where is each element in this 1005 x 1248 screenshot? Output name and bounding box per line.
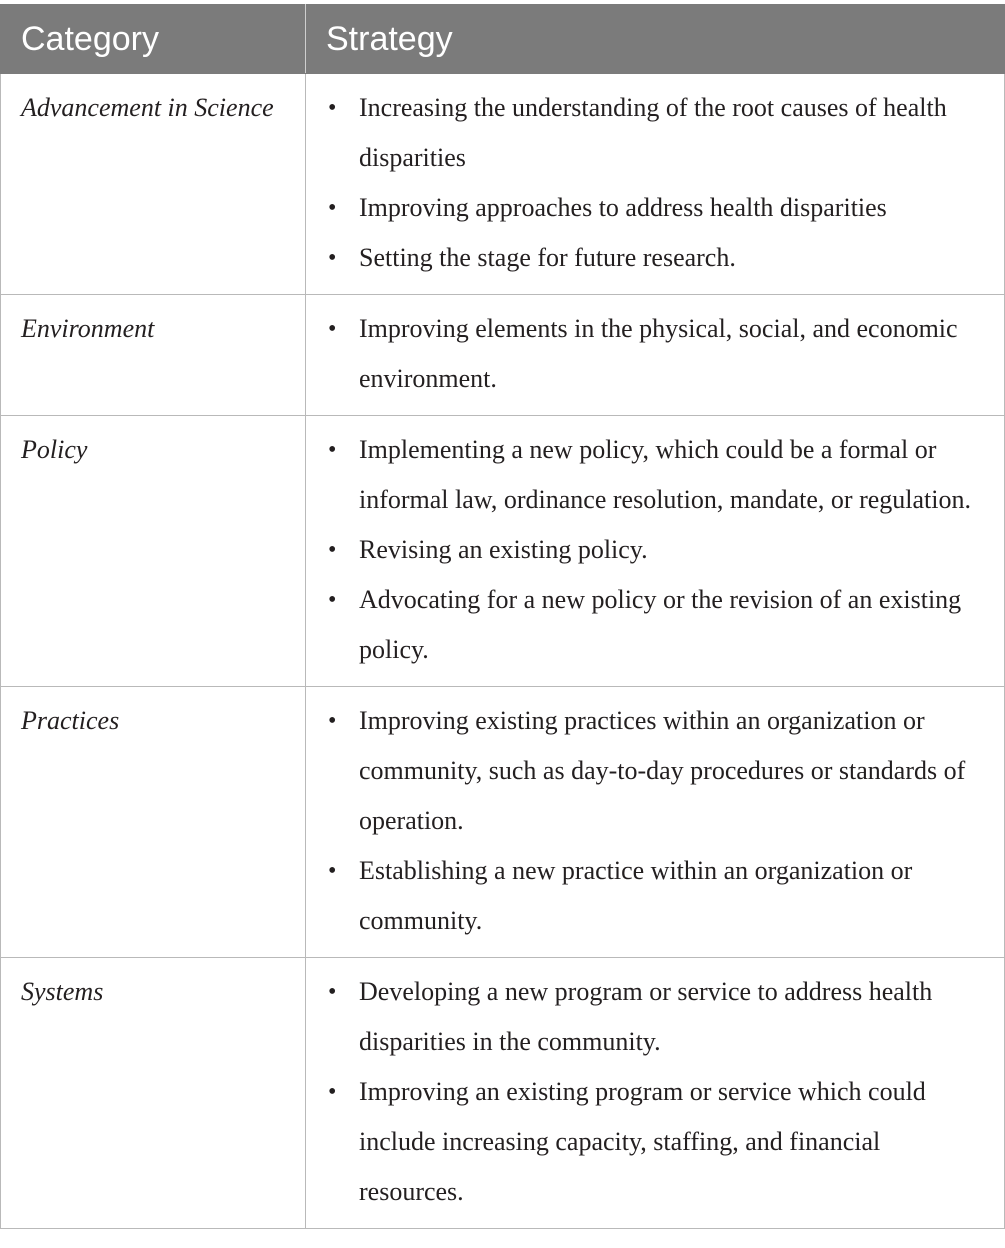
- table-row: [1, 958, 1005, 1229]
- table-row: [1, 416, 1005, 687]
- strategy-item: [326, 83, 990, 183]
- strategy-item: [326, 575, 990, 675]
- bullet-icon: •: [328, 195, 337, 221]
- strategy-list: [326, 696, 990, 946]
- category-cell: Systems: [1, 958, 306, 1229]
- strategy-cell: [306, 416, 1005, 687]
- bullet-icon: •: [328, 95, 337, 121]
- header-row: [1, 5, 1005, 74]
- strategy-text: Advocating for a new policy or the revision of an existing policy.: [359, 585, 962, 664]
- bullet-icon: •: [328, 979, 337, 1005]
- strategy-cell: [306, 958, 1005, 1229]
- bullet-icon: •: [328, 587, 337, 613]
- table-body: [1, 74, 1005, 1229]
- bullet-icon: •: [328, 708, 337, 734]
- strategy-text: Increasing the understanding of the root causes of health disparities: [359, 93, 947, 172]
- category-cell: Policy: [1, 416, 306, 687]
- strategy-text: Revising an existing policy.: [359, 535, 648, 564]
- strategy-table: [0, 4, 1005, 1229]
- strategy-item: [326, 304, 990, 404]
- table-row: [1, 295, 1005, 416]
- strategy-item: [326, 846, 990, 946]
- strategy-text: Improving approaches to address health disparities: [359, 193, 887, 222]
- strategy-text: Implementing a new policy, which could be a formal or informal law, ordinance resolution, mandate, or regulation.: [359, 435, 972, 514]
- table-row: [1, 687, 1005, 958]
- strategy-cell: [306, 74, 1005, 295]
- bullet-icon: •: [328, 245, 337, 271]
- bullet-icon: •: [328, 858, 337, 884]
- category-cell: Practices: [1, 687, 306, 958]
- table-header: [1, 5, 1005, 74]
- strategy-item: [326, 967, 990, 1067]
- category-cell: Advancement in Science: [1, 74, 306, 295]
- strategy-item: [326, 233, 990, 283]
- strategy-cell: [306, 687, 1005, 958]
- strategy-text: Improving an existing program or service which could include increasing capacity, staffing, and financial resources.: [359, 1077, 926, 1206]
- strategy-item: [326, 696, 990, 846]
- strategy-text: Improving existing practices within an organization or community, such as day-to-day procedures or standards of operation.: [359, 706, 966, 835]
- strategy-list: [326, 304, 990, 404]
- table-row: [1, 74, 1005, 295]
- bullet-icon: •: [328, 1079, 337, 1105]
- header-category: Category: [1, 5, 306, 74]
- strategy-text: Developing a new program or service to address health disparities in the community.: [359, 977, 933, 1056]
- strategy-item: [326, 1067, 990, 1217]
- bullet-icon: •: [328, 537, 337, 563]
- category-cell: Environment: [1, 295, 306, 416]
- bullet-icon: •: [328, 316, 337, 342]
- strategy-text: Establishing a new practice within an organization or community.: [359, 856, 913, 935]
- strategy-cell: [306, 295, 1005, 416]
- strategy-list: [326, 425, 990, 675]
- strategy-item: [326, 525, 990, 575]
- strategy-text: Setting the stage for future research.: [359, 243, 736, 272]
- strategy-item: [326, 183, 990, 233]
- strategy-item: [326, 425, 990, 525]
- bullet-icon: •: [328, 437, 337, 463]
- header-strategy: Strategy: [306, 5, 1005, 74]
- strategy-list: [326, 967, 990, 1217]
- strategy-text: Improving elements in the physical, social, and economic environment.: [359, 314, 958, 393]
- strategy-list: [326, 83, 990, 283]
